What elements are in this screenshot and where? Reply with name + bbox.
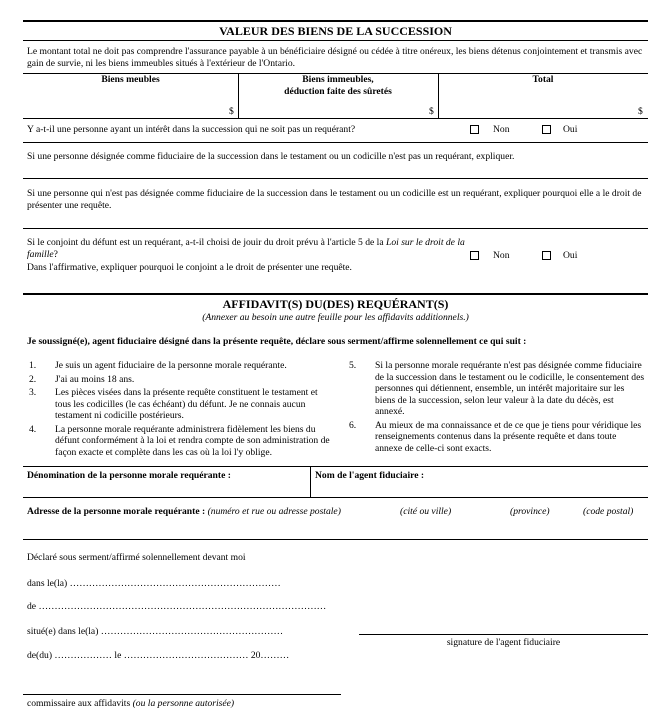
nom-agent-label: Nom de l'agent fiduciaire : [315, 470, 425, 481]
col-biens-immeubles-b: déduction faite des sûretés [284, 86, 392, 97]
list-item: 4. La personne morale requérante administrera fidèlement les biens du défunt conformément à la loi et rendra compte de son administration de façon exacte et complète dans les cas où la loi l'y oblige. [29, 423, 330, 458]
question-4-followup: Dans l'affirmative, expliquer pourquoi le conjoint a le droit de présenter une requête. [27, 262, 352, 273]
rule [23, 40, 648, 41]
declaration-situe[interactable]: situé(e) dans le(la) ………………………………………………… [27, 626, 284, 637]
nom-agent-field[interactable] [315, 482, 645, 496]
table-bottom-rule [23, 118, 648, 119]
declaration-dans[interactable]: dans le(la) ………………………………………………………… [27, 578, 281, 589]
province-hint: (province) [510, 506, 550, 517]
currency-3: $ [638, 106, 643, 117]
list-item: 3. Les pièces visées dans la présente requête constituent le testament et tous les codicilles (le cas échéant) du défunt. Je ne connais aucun testament ni codicille postérieurs. [29, 387, 318, 421]
rule [23, 497, 648, 498]
question-2: Si une personne désignée comme fiduciaire de la succession dans le testament ou un codicille n'est pas un requérant, expliquer. [27, 151, 515, 162]
rule [23, 466, 648, 467]
currency-2: $ [429, 106, 434, 117]
label-q4-oui: Oui [563, 250, 578, 261]
list-item: 5. Si la personne morale requérante n'est pas désignée comme fiduciaire de la succession dans le testament ou le codicille, le consentement des personnes qui détiennent, ensemble, un intérêt majoritaire sur les biens de la succession, selon leur valeur à la date du décès, est annexé. [349, 360, 645, 417]
label-q4-non: Non [493, 250, 510, 261]
list-item: 6. Au mieux de ma connaissance et de ce que je tiens pour véridique les renseignements contenus dans la présente requête et dans toute annexe de celle-ci sont exacts. [349, 419, 642, 454]
declaration-de[interactable]: de ……………………………………………………………………………… [27, 601, 327, 612]
col-biens-immeubles-a: Biens immeubles, [302, 74, 374, 85]
denomination-field[interactable] [27, 482, 307, 496]
col-biens-meubles: Biens meubles [101, 74, 160, 85]
code-postal-hint: (code postal) [583, 506, 634, 517]
affidavit-subtitle: (Annexer au besoin une autre feuille pour les affidavits additionnels.) [202, 312, 469, 323]
rule [23, 142, 648, 143]
adresse-label-row: Adresse de la personne morale requérante : (numéro et rue ou adresse postale) [27, 506, 341, 517]
list-item: 2. J'ai au moins 18 ans. [29, 373, 135, 385]
declaration-intro: Déclaré sous serment/affirmé solennellement devant moi [27, 552, 246, 563]
col-total: Total [532, 74, 554, 85]
affidavit-rule [23, 293, 648, 295]
affidavit-title: AFFIDAVIT(S) DU(DES) REQUÉRANT(S) [222, 297, 449, 311]
rule [23, 228, 648, 229]
signature-label: signature de l'agent fiduciaire [446, 637, 561, 648]
list-item: 1. Je suis un agent fiduciaire de la personne morale requérante. [29, 360, 287, 371]
affidavit-oath: Je soussigné(e), agent fiduciaire désigné dans la présente requête, déclare sous serment/affirme solennellement ce qui suit : [27, 336, 527, 347]
adresse-field[interactable] [27, 518, 647, 538]
checkbox-q4-non[interactable] [470, 251, 479, 260]
commissaire-line [23, 694, 341, 695]
commissaire-label-row: commissaire aux affidavits (ou la personne autorisée) [27, 698, 235, 709]
affidavit-items-right [347, 360, 645, 456]
denomination-label: Dénomination de la personne morale requérante : [27, 470, 231, 481]
label-q1-non: Non [493, 124, 510, 135]
question-3: Si une personne qui n'est pas désignée comme fiduciaire de la succession dans le testament ou un codicille est un requérant, expliquer pourquoi elle a le droit de présenter une requête. [27, 188, 642, 211]
question-4: Si le conjoint du défunt est un requérant, a-t-il choisi de jouir du droit prévu à l'article 5 de la Loi sur le droit de la famille? [27, 237, 465, 260]
checkbox-q4-oui[interactable] [542, 251, 551, 260]
rule [23, 178, 648, 179]
affidavit-items-left [27, 360, 335, 460]
currency-1: $ [229, 106, 234, 117]
top-rule [23, 20, 648, 22]
valeur-intro: Le montant total ne doit pas comprendre l'assurance payable à un bénéficiaire désigné ou cédée à titre onéreux, les biens détenus conjointement et transmis avec gain de survie, ni les biens immeubles situés à l'extérieur de l'Ontario. [27, 46, 643, 69]
cite-hint: (cité ou ville) [400, 506, 452, 517]
rule [23, 539, 648, 540]
checkbox-q1-oui[interactable] [542, 125, 551, 134]
signature-line [359, 634, 648, 635]
checkbox-q1-non[interactable] [470, 125, 479, 134]
declaration-date[interactable]: de(du) ……………… le ………………………………… 20……… [27, 650, 290, 661]
question-1: Y a-t-il une personne ayant un intérêt dans la succession qui ne soit pas un requérant? [27, 124, 356, 135]
valeur-title: VALEUR DES BIENS DE LA SUCCESSION [219, 24, 452, 38]
label-q1-oui: Oui [563, 124, 578, 135]
